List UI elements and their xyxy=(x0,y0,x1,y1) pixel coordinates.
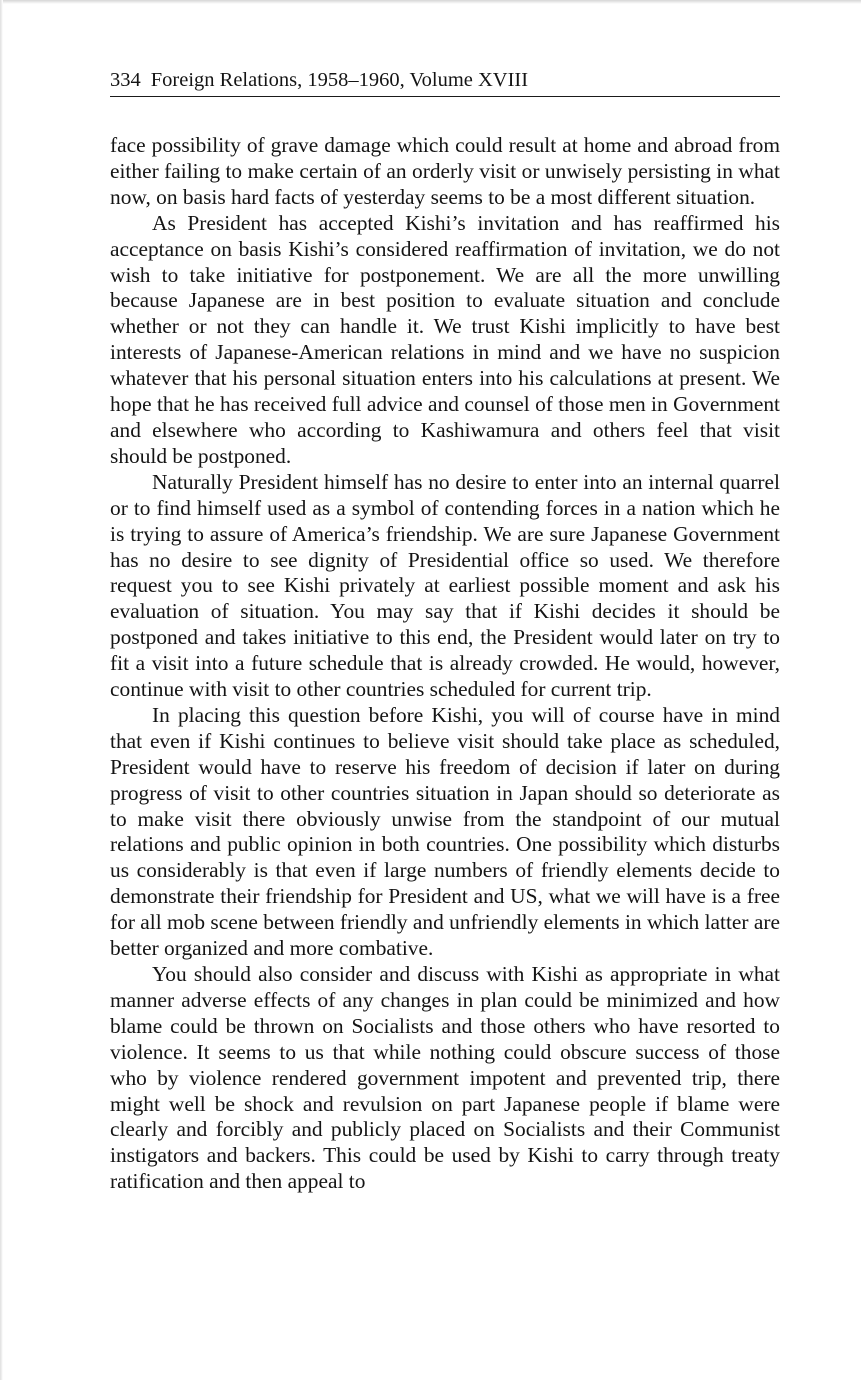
paragraph-freedom-of-decision: In placing this question before Kishi, you will of course have in mind that even if Kishi continues to believe visit should take place as scheduled, President would have to reserve his freedom of decision if later on during progress of visit to other countries situation in Japan should so deteriorate as to make visit there obviously unwise from the standpoint of our mutual relations and public opinion in both countries. One possibility which disturbs us considerably is that even if large numbers of friendly elements decide to demonstrate their friendship for President and US, what we will have is a free for all mob scene between friendly and unfriendly elements in which latter are better organized and more combative. xyxy=(110,702,780,961)
paragraph-internal-quarrel: Naturally President himself has no desire to enter into an internal quarrel or to find himself used as a symbol of contending forces in a nation which he is trying to assure of America’s friendship. We are sure Japanese Government has no desire to see dignity of Presidential office so used. We therefore request you to see Kishi privately at earliest possible moment and ask his evaluation of situation. You may say that if Kishi decides it should be postponed and takes initiative to this end, the President would later on try to fit a visit into a future schedule that is already crowded. He would, however, continue with visit to other countries scheduled for current trip. xyxy=(110,469,780,702)
paragraph-acceptance: As President has accepted Kishi’s invitation and has reaffirmed his acceptance on basis Kishi’s considered reaffirmation of invitation, we do not wish to take initiative for postponement. We are all the more unwilling because Japanese are in best position to evaluate situation and conclude whether or not they can handle it. We trust Kishi implicitly to have best interests of Japanese-American relations in mind and we have no suspicion whatever that his personal situation enters into his calculations at present. We hope that he has received full advice and counsel of those men in Government and elsewhere who according to Kashiwamura and others feel that visit should be postponed. xyxy=(110,210,780,468)
running-head xyxy=(110,66,780,97)
body-text xyxy=(110,133,780,1195)
paragraph-adverse-effects: You should also consider and discuss with Kishi as appropriate in what manner adverse effects of any changes in plan could be minimized and how blame could be thrown on Socialists and those others who have resorted to violence. It seems to us that while nothing could obscure success of those who by violence rendered government impotent and prevented trip, there might well be shock and revulsion on part Japanese people if blame were clearly and forcibly and publicly placed on Socialists and their Communist instigators and backers. This could be used by Kishi to carry through treaty ratification and then appeal to xyxy=(110,962,780,1194)
scan-edge-left xyxy=(0,0,3,1380)
scan-edge-top xyxy=(0,0,861,4)
paragraph-continued: face possibility of grave damage which could result at home and abroad from either failing to make certain of an orderly visit or unwisely persisting in what now, on basis hard facts of yesterday seems to be a most different situation. xyxy=(110,133,780,209)
document-page xyxy=(110,66,780,1195)
running-title: Foreign Relations, 1958–1960, Volume XVIII xyxy=(150,69,529,91)
page-number: 334 xyxy=(110,69,141,91)
